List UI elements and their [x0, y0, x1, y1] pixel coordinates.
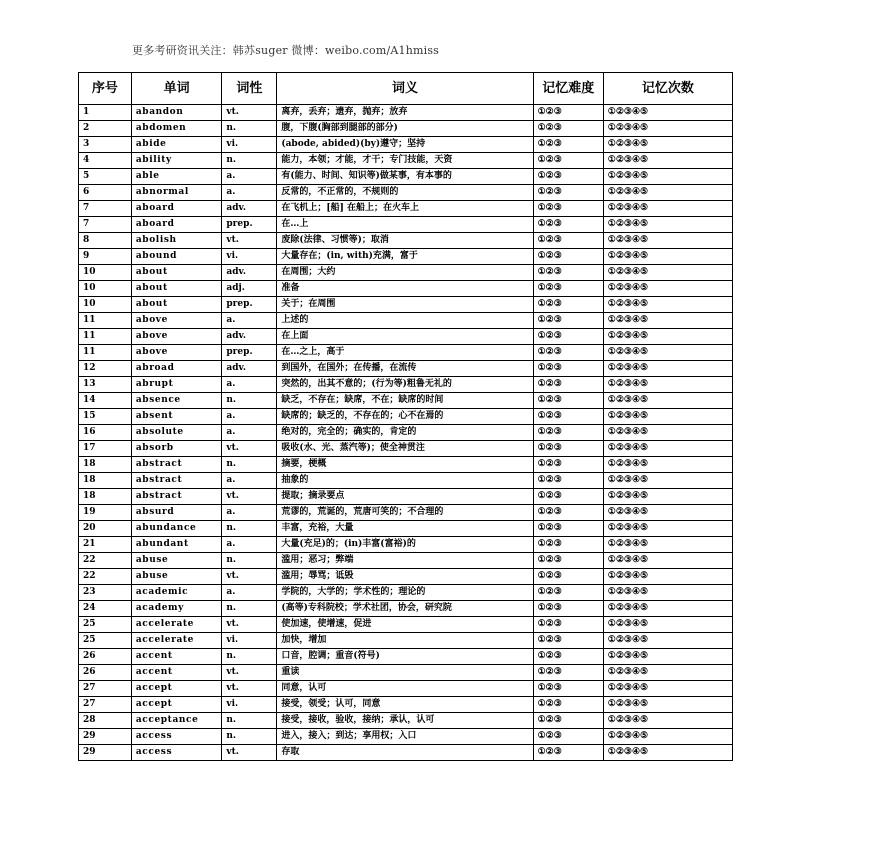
cell-memory-count: ①②③④⑤ [603, 329, 732, 345]
cell-index: 6 [79, 185, 132, 201]
cell-word: abstract [131, 457, 222, 473]
cell-part-of-speech: n. [222, 153, 277, 169]
cell-meaning: 离弃，丢弃；遗弃，抛弃；放弃 [277, 105, 533, 121]
cell-index: 13 [79, 377, 132, 393]
cell-part-of-speech: a. [222, 185, 277, 201]
cell-memory-difficulty: ①②③ [533, 633, 603, 649]
cell-part-of-speech: n. [222, 601, 277, 617]
cell-part-of-speech: n. [222, 553, 277, 569]
cell-index: 11 [79, 345, 132, 361]
cell-memory-difficulty: ①②③ [533, 601, 603, 617]
table-row [79, 329, 733, 345]
cell-word: accent [131, 649, 222, 665]
table-row [79, 233, 733, 249]
cell-index: 7 [79, 201, 132, 217]
cell-meaning: 滥用；恶习；弊端 [277, 553, 533, 569]
cell-memory-difficulty: ①②③ [533, 745, 603, 761]
table-row [79, 105, 733, 121]
cell-index: 21 [79, 537, 132, 553]
cell-meaning: 抽象的 [277, 473, 533, 489]
table-row [79, 425, 733, 441]
cell-meaning: 荒谬的，荒诞的，荒唐可笑的；不合理的 [277, 505, 533, 521]
cell-memory-difficulty: ①②③ [533, 713, 603, 729]
cell-index: 15 [79, 409, 132, 425]
table-row [79, 601, 733, 617]
cell-index: 10 [79, 281, 132, 297]
cell-memory-difficulty: ①②③ [533, 393, 603, 409]
cell-word: absorb [131, 441, 222, 457]
table-row [79, 265, 733, 281]
cell-word: abundant [131, 537, 222, 553]
cell-memory-difficulty: ①②③ [533, 329, 603, 345]
cell-memory-difficulty: ①②③ [533, 537, 603, 553]
table-row [79, 505, 733, 521]
cell-memory-count: ①②③④⑤ [603, 521, 732, 537]
table-row [79, 313, 733, 329]
cell-memory-difficulty: ①②③ [533, 617, 603, 633]
cell-memory-count: ①②③④⑤ [603, 393, 732, 409]
cell-memory-difficulty: ①②③ [533, 665, 603, 681]
table-row [79, 745, 733, 761]
cell-index: 28 [79, 713, 132, 729]
cell-word: access [131, 745, 222, 761]
table-body [79, 105, 733, 761]
cell-word: abnormal [131, 185, 222, 201]
cell-memory-difficulty: ①②③ [533, 409, 603, 425]
cell-memory-difficulty: ①②③ [533, 569, 603, 585]
cell-memory-count: ①②③④⑤ [603, 345, 732, 361]
cell-part-of-speech: prep. [222, 217, 277, 233]
cell-index: 27 [79, 681, 132, 697]
cell-word: aboard [131, 217, 222, 233]
cell-index: 4 [79, 153, 132, 169]
cell-index: 24 [79, 601, 132, 617]
cell-meaning: 反常的，不正常的，不规则的 [277, 185, 533, 201]
cell-word: abrupt [131, 377, 222, 393]
cell-word: about [131, 281, 222, 297]
cell-meaning: 在…之上，高于 [277, 345, 533, 361]
cell-meaning: 缺席的；缺乏的，不存在的；心不在焉的 [277, 409, 533, 425]
table-row [79, 345, 733, 361]
cell-word: accelerate [131, 617, 222, 633]
cell-meaning: 在飞机上；[船] 在船上；在火车上 [277, 201, 533, 217]
cell-index: 14 [79, 393, 132, 409]
cell-index: 25 [79, 617, 132, 633]
cell-part-of-speech: adv. [222, 265, 277, 281]
cell-word: absolute [131, 425, 222, 441]
cell-memory-count: ①②③④⑤ [603, 377, 732, 393]
cell-part-of-speech: adj. [222, 281, 277, 297]
cell-memory-difficulty: ①②③ [533, 249, 603, 265]
cell-part-of-speech: vt. [222, 617, 277, 633]
cell-meaning: 口音，腔调；重音(符号) [277, 649, 533, 665]
cell-memory-difficulty: ①②③ [533, 441, 603, 457]
cell-word: abuse [131, 553, 222, 569]
cell-part-of-speech: n. [222, 121, 277, 137]
cell-meaning: 存取 [277, 745, 533, 761]
table-row [79, 281, 733, 297]
cell-memory-difficulty: ①②③ [533, 649, 603, 665]
cell-meaning: 接受，接收，验收，接纳；承认，认可 [277, 713, 533, 729]
cell-meaning: 准备 [277, 281, 533, 297]
cell-memory-count: ①②③④⑤ [603, 441, 732, 457]
table-row [79, 153, 733, 169]
table-row [79, 249, 733, 265]
cell-memory-count: ①②③④⑤ [603, 665, 732, 681]
cell-word: abdomen [131, 121, 222, 137]
cell-word: about [131, 265, 222, 281]
cell-part-of-speech: prep. [222, 345, 277, 361]
cell-memory-count: ①②③④⑤ [603, 569, 732, 585]
cell-meaning: 滥用；辱骂；诋毁 [277, 569, 533, 585]
header-memory-difficulty: 记忆难度 [533, 73, 603, 105]
cell-word: abroad [131, 361, 222, 377]
cell-index: 22 [79, 553, 132, 569]
cell-index: 10 [79, 297, 132, 313]
cell-index: 25 [79, 633, 132, 649]
cell-index: 27 [79, 697, 132, 713]
cell-memory-difficulty: ①②③ [533, 297, 603, 313]
cell-part-of-speech: a. [222, 505, 277, 521]
cell-memory-difficulty: ①②③ [533, 457, 603, 473]
cell-meaning: 使加速，使增速，促进 [277, 617, 533, 633]
cell-part-of-speech: a. [222, 585, 277, 601]
cell-memory-difficulty: ①②③ [533, 521, 603, 537]
cell-memory-count: ①②③④⑤ [603, 233, 732, 249]
table-row [79, 649, 733, 665]
cell-memory-count: ①②③④⑤ [603, 313, 732, 329]
cell-memory-count: ①②③④⑤ [603, 457, 732, 473]
cell-meaning: 重读 [277, 665, 533, 681]
table-row [79, 521, 733, 537]
cell-memory-count: ①②③④⑤ [603, 185, 732, 201]
cell-memory-difficulty: ①②③ [533, 233, 603, 249]
cell-memory-count: ①②③④⑤ [603, 505, 732, 521]
cell-word: academy [131, 601, 222, 617]
cell-memory-count: ①②③④⑤ [603, 409, 732, 425]
cell-memory-count: ①②③④⑤ [603, 633, 732, 649]
cell-memory-count: ①②③④⑤ [603, 153, 732, 169]
cell-part-of-speech: n. [222, 713, 277, 729]
cell-word: abandon [131, 105, 222, 121]
cell-part-of-speech: n. [222, 457, 277, 473]
cell-memory-difficulty: ①②③ [533, 361, 603, 377]
cell-part-of-speech: vt. [222, 681, 277, 697]
cell-index: 20 [79, 521, 132, 537]
cell-word: abstract [131, 473, 222, 489]
cell-memory-count: ①②③④⑤ [603, 265, 732, 281]
cell-part-of-speech: vt. [222, 233, 277, 249]
cell-meaning: 进入，接入；到达；享用权；入口 [277, 729, 533, 745]
header-memory-count: 记忆次数 [603, 73, 732, 105]
header-meaning: 词义 [277, 73, 533, 105]
cell-meaning: 上述的 [277, 313, 533, 329]
cell-meaning: (高等)专科院校；学术社团，协会，研究院 [277, 601, 533, 617]
cell-meaning: 突然的，出其不意的；(行为等)粗鲁无礼的 [277, 377, 533, 393]
cell-meaning: 在周围；大约 [277, 265, 533, 281]
table-row [79, 169, 733, 185]
cell-part-of-speech: vi. [222, 137, 277, 153]
header-part-of-speech: 词性 [222, 73, 277, 105]
cell-meaning: 提取；摘录要点 [277, 489, 533, 505]
table-row [79, 713, 733, 729]
cell-memory-difficulty: ①②③ [533, 313, 603, 329]
cell-memory-count: ①②③④⑤ [603, 473, 732, 489]
cell-index: 5 [79, 169, 132, 185]
cell-memory-difficulty: ①②③ [533, 265, 603, 281]
cell-memory-count: ①②③④⑤ [603, 489, 732, 505]
cell-word: ability [131, 153, 222, 169]
cell-word: able [131, 169, 222, 185]
cell-word: abstract [131, 489, 222, 505]
cell-meaning: 腹，下腹(胸部到腿部的部分) [277, 121, 533, 137]
cell-memory-difficulty: ①②③ [533, 185, 603, 201]
table-row [79, 297, 733, 313]
cell-index: 3 [79, 137, 132, 153]
cell-meaning: 大量存在；(in, with)充满，富于 [277, 249, 533, 265]
cell-index: 29 [79, 729, 132, 745]
cell-part-of-speech: n. [222, 649, 277, 665]
table-row [79, 681, 733, 697]
cell-meaning: 吸收(水、光、蒸汽等)；使全神贯注 [277, 441, 533, 457]
cell-memory-count: ①②③④⑤ [603, 553, 732, 569]
cell-memory-count: ①②③④⑤ [603, 745, 732, 761]
table-row [79, 441, 733, 457]
cell-word: accept [131, 697, 222, 713]
cell-word: absence [131, 393, 222, 409]
cell-memory-count: ①②③④⑤ [603, 281, 732, 297]
cell-part-of-speech: adv. [222, 329, 277, 345]
cell-meaning: 学院的，大学的；学术性的；理论的 [277, 585, 533, 601]
cell-meaning: 缺乏，不存在；缺席，不在；缺席的时间 [277, 393, 533, 409]
table-row [79, 617, 733, 633]
cell-word: academic [131, 585, 222, 601]
cell-memory-count: ①②③④⑤ [603, 697, 732, 713]
cell-word: above [131, 313, 222, 329]
header-note: 更多考研资讯关注：韩苏suger 微博：weibo.com/A1hmiss [132, 44, 440, 57]
cell-memory-difficulty: ①②③ [533, 153, 603, 169]
cell-part-of-speech: a. [222, 409, 277, 425]
cell-memory-difficulty: ①②③ [533, 377, 603, 393]
cell-meaning: 摘要，梗概 [277, 457, 533, 473]
cell-index: 18 [79, 457, 132, 473]
cell-memory-count: ①②③④⑤ [603, 249, 732, 265]
cell-meaning: 同意，认可 [277, 681, 533, 697]
cell-meaning: 绝对的，完全的；确实的，肯定的 [277, 425, 533, 441]
table-row [79, 201, 733, 217]
cell-word: above [131, 345, 222, 361]
cell-memory-count: ①②③④⑤ [603, 121, 732, 137]
cell-memory-difficulty: ①②③ [533, 137, 603, 153]
table-row [79, 537, 733, 553]
cell-index: 9 [79, 249, 132, 265]
cell-memory-count: ①②③④⑤ [603, 713, 732, 729]
cell-memory-difficulty: ①②③ [533, 489, 603, 505]
cell-memory-count: ①②③④⑤ [603, 729, 732, 745]
table-row [79, 217, 733, 233]
table-row [79, 409, 733, 425]
cell-memory-difficulty: ①②③ [533, 697, 603, 713]
cell-word: accept [131, 681, 222, 697]
cell-part-of-speech: adv. [222, 201, 277, 217]
table-row [79, 569, 733, 585]
cell-memory-difficulty: ①②③ [533, 425, 603, 441]
cell-index: 18 [79, 489, 132, 505]
cell-part-of-speech: vt. [222, 569, 277, 585]
cell-word: abound [131, 249, 222, 265]
cell-index: 11 [79, 313, 132, 329]
table-header-row [79, 73, 733, 105]
cell-part-of-speech: a. [222, 377, 277, 393]
table-row [79, 473, 733, 489]
cell-memory-difficulty: ①②③ [533, 681, 603, 697]
cell-index: 29 [79, 745, 132, 761]
cell-meaning: 有(能力、时间、知识等)做某事，有本事的 [277, 169, 533, 185]
cell-part-of-speech: vi. [222, 633, 277, 649]
cell-part-of-speech: n. [222, 521, 277, 537]
cell-index: 10 [79, 265, 132, 281]
cell-meaning: 加快，增加 [277, 633, 533, 649]
table-row [79, 553, 733, 569]
table-row [79, 729, 733, 745]
cell-memory-difficulty: ①②③ [533, 505, 603, 521]
cell-memory-difficulty: ①②③ [533, 729, 603, 745]
table-row [79, 377, 733, 393]
cell-word: accent [131, 665, 222, 681]
cell-memory-count: ①②③④⑤ [603, 297, 732, 313]
vocabulary-table [78, 72, 733, 761]
cell-memory-difficulty: ①②③ [533, 345, 603, 361]
cell-index: 23 [79, 585, 132, 601]
cell-word: about [131, 297, 222, 313]
cell-part-of-speech: adv. [222, 361, 277, 377]
cell-memory-count: ①②③④⑤ [603, 601, 732, 617]
table-row [79, 137, 733, 153]
cell-meaning: 接受，领受；认可，同意 [277, 697, 533, 713]
header-index: 序号 [79, 73, 132, 105]
cell-meaning: 关于；在周围 [277, 297, 533, 313]
cell-memory-count: ①②③④⑤ [603, 649, 732, 665]
cell-part-of-speech: n. [222, 393, 277, 409]
cell-index: 19 [79, 505, 132, 521]
cell-word: absent [131, 409, 222, 425]
cell-index: 17 [79, 441, 132, 457]
cell-word: above [131, 329, 222, 345]
cell-memory-count: ①②③④⑤ [603, 585, 732, 601]
cell-word: abolish [131, 233, 222, 249]
cell-memory-count: ①②③④⑤ [603, 681, 732, 697]
cell-meaning: (abode, abided)(by)遵守；坚持 [277, 137, 533, 153]
cell-index: 7 [79, 217, 132, 233]
table-row [79, 361, 733, 377]
cell-part-of-speech: vt. [222, 105, 277, 121]
cell-word: accelerate [131, 633, 222, 649]
cell-index: 26 [79, 649, 132, 665]
cell-memory-count: ①②③④⑤ [603, 169, 732, 185]
cell-meaning: 能力，本领；才能，才干；专门技能，天资 [277, 153, 533, 169]
cell-meaning: 丰富，充裕，大量 [277, 521, 533, 537]
cell-index: 18 [79, 473, 132, 489]
cell-word: abide [131, 137, 222, 153]
table-row [79, 665, 733, 681]
cell-part-of-speech: vt. [222, 665, 277, 681]
cell-part-of-speech: a. [222, 425, 277, 441]
cell-memory-difficulty: ①②③ [533, 201, 603, 217]
cell-memory-difficulty: ①②③ [533, 105, 603, 121]
cell-meaning: 在…上 [277, 217, 533, 233]
cell-part-of-speech: vt. [222, 745, 277, 761]
cell-word: aboard [131, 201, 222, 217]
cell-part-of-speech: a. [222, 169, 277, 185]
cell-memory-count: ①②③④⑤ [603, 617, 732, 633]
header-word: 单词 [131, 73, 222, 105]
cell-memory-difficulty: ①②③ [533, 473, 603, 489]
cell-word: acceptance [131, 713, 222, 729]
cell-index: 2 [79, 121, 132, 137]
cell-index: 8 [79, 233, 132, 249]
table-row [79, 185, 733, 201]
cell-memory-difficulty: ①②③ [533, 169, 603, 185]
cell-part-of-speech: vt. [222, 441, 277, 457]
cell-index: 11 [79, 329, 132, 345]
cell-memory-difficulty: ①②③ [533, 585, 603, 601]
table-row [79, 393, 733, 409]
cell-memory-count: ①②③④⑤ [603, 105, 732, 121]
cell-memory-count: ①②③④⑤ [603, 137, 732, 153]
cell-part-of-speech: n. [222, 729, 277, 745]
cell-memory-count: ①②③④⑤ [603, 425, 732, 441]
cell-meaning: 在上面 [277, 329, 533, 345]
cell-part-of-speech: vi. [222, 249, 277, 265]
cell-memory-difficulty: ①②③ [533, 121, 603, 137]
cell-index: 12 [79, 361, 132, 377]
cell-part-of-speech: prep. [222, 297, 277, 313]
cell-memory-count: ①②③④⑤ [603, 537, 732, 553]
cell-index: 26 [79, 665, 132, 681]
table-row [79, 697, 733, 713]
cell-memory-count: ①②③④⑤ [603, 217, 732, 233]
cell-word: abundance [131, 521, 222, 537]
table-row [79, 489, 733, 505]
cell-word: absurd [131, 505, 222, 521]
cell-meaning: 到国外，在国外；在传播，在流传 [277, 361, 533, 377]
cell-part-of-speech: vi. [222, 697, 277, 713]
cell-part-of-speech: a. [222, 473, 277, 489]
table-row [79, 121, 733, 137]
cell-index: 16 [79, 425, 132, 441]
cell-memory-difficulty: ①②③ [533, 553, 603, 569]
cell-meaning: 大量(充足)的；(in)丰富(富裕)的 [277, 537, 533, 553]
cell-word: access [131, 729, 222, 745]
table-row [79, 457, 733, 473]
cell-index: 22 [79, 569, 132, 585]
cell-part-of-speech: a. [222, 537, 277, 553]
cell-index: 1 [79, 105, 132, 121]
cell-memory-count: ①②③④⑤ [603, 361, 732, 377]
cell-word: abuse [131, 569, 222, 585]
table-row [79, 633, 733, 649]
cell-part-of-speech: a. [222, 313, 277, 329]
cell-memory-difficulty: ①②③ [533, 281, 603, 297]
table-row [79, 585, 733, 601]
cell-memory-count: ①②③④⑤ [603, 201, 732, 217]
cell-meaning: 废除(法律、习惯等)；取消 [277, 233, 533, 249]
cell-part-of-speech: vt. [222, 489, 277, 505]
cell-memory-difficulty: ①②③ [533, 217, 603, 233]
